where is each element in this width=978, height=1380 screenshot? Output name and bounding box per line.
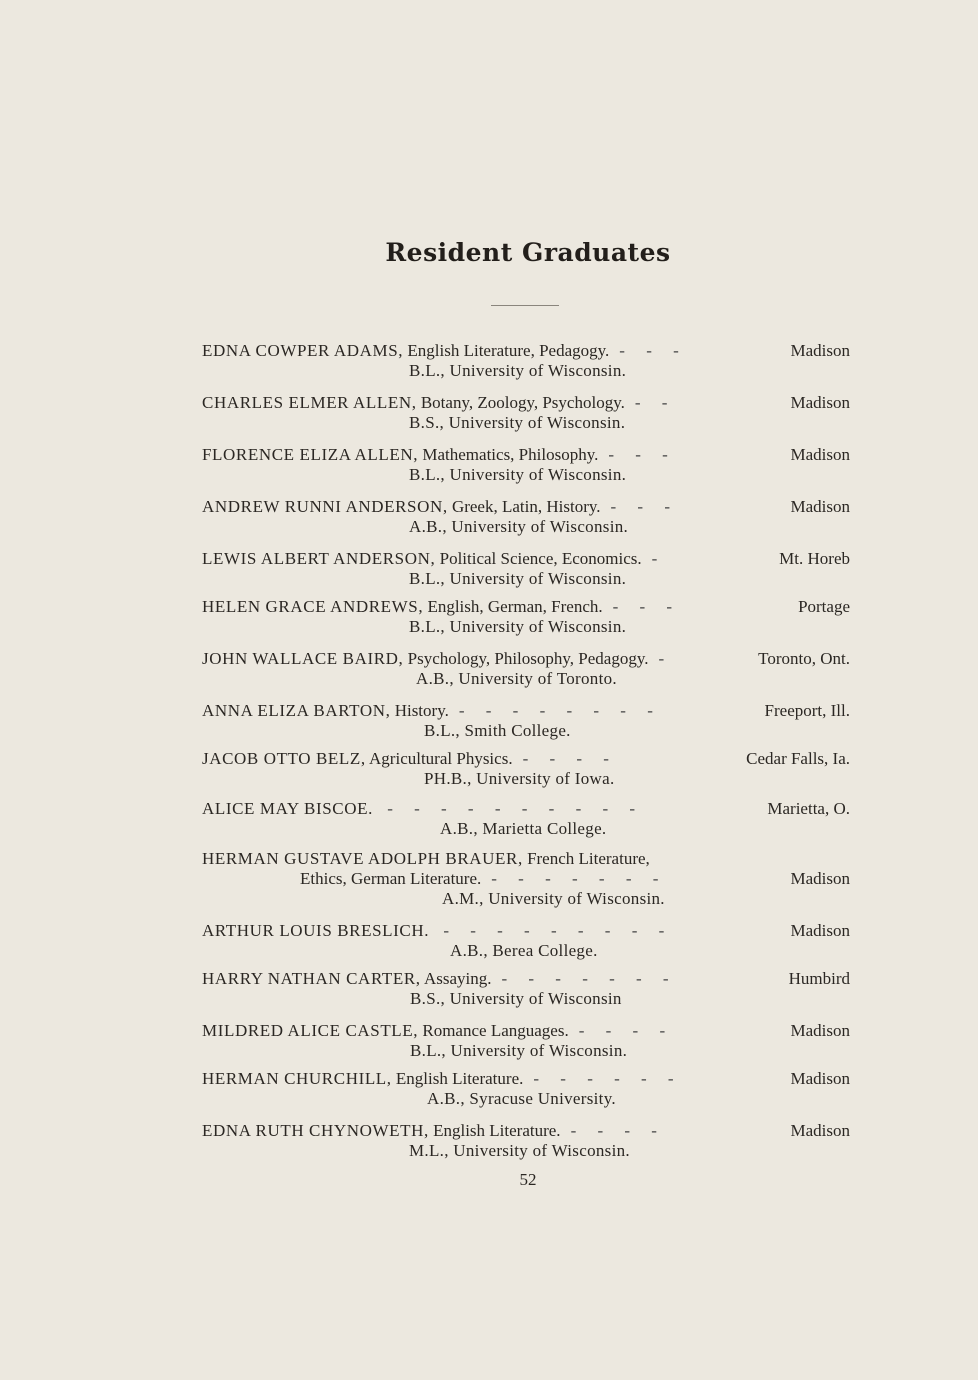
entry-first-line bbox=[202, 1121, 850, 1141]
graduate-residence: Marietta, O. bbox=[767, 799, 850, 818]
graduate-subjects: Agricultural Physics. bbox=[369, 749, 513, 768]
graduate-residence: Madison bbox=[790, 445, 850, 464]
page-title: Resident Graduates bbox=[385, 238, 671, 267]
graduate-residence: Cedar Falls, Ia. bbox=[746, 749, 850, 768]
graduate-residence: Madison bbox=[790, 869, 850, 888]
graduate-degree: A.B., University of Wisconsin. bbox=[409, 517, 629, 536]
graduate-subjects: Political Science, Economics. bbox=[439, 549, 642, 568]
dot-leader: - - - - - - bbox=[533, 1069, 674, 1088]
entry-first-line bbox=[202, 701, 850, 721]
graduate-entry bbox=[202, 1121, 850, 1161]
graduate-subjects: Botany, Zoology, Psychology. bbox=[420, 393, 625, 412]
entry-first-line bbox=[202, 1069, 850, 1089]
graduate-residence: Madison bbox=[790, 921, 850, 940]
graduate-entry bbox=[202, 969, 850, 1009]
graduate-degree: B.L., University of Wisconsin. bbox=[410, 1041, 628, 1060]
dot-leader: - - - - bbox=[578, 1021, 666, 1040]
graduate-entry bbox=[202, 445, 850, 485]
page-number: 52 bbox=[519, 1170, 537, 1189]
graduate-subjects: English, German, French. bbox=[427, 597, 603, 616]
graduate-degree: B.L., University of Wisconsin. bbox=[409, 361, 627, 380]
graduate-subjects: English Literature. bbox=[433, 1121, 561, 1140]
graduate-residence: Humbird bbox=[788, 969, 850, 988]
dot-leader: - - - bbox=[619, 341, 679, 360]
graduate-name: HERMAN GUSTAVE ADOLPH BRAUER, bbox=[202, 849, 523, 868]
dot-leader: - - - bbox=[610, 497, 670, 516]
entry-first-line bbox=[202, 445, 850, 465]
graduate-name: ANNA ELIZA BARTON, bbox=[202, 701, 391, 720]
graduate-residence: Madison bbox=[790, 1121, 850, 1140]
graduate-subjects: History. bbox=[394, 701, 449, 720]
entry-first-line bbox=[202, 341, 850, 361]
graduate-name: CHARLES ELMER ALLEN, bbox=[202, 393, 417, 412]
dot-leader: - - - - - - - - - - bbox=[387, 799, 636, 818]
graduate-degree: A.B., Marietta College. bbox=[440, 819, 607, 838]
graduate-subjects: Psychology, Philosophy, Pedagogy. bbox=[407, 649, 649, 668]
graduate-entry bbox=[202, 1069, 850, 1109]
graduate-residence: Madison bbox=[790, 393, 850, 412]
graduate-list bbox=[202, 341, 850, 1161]
graduate-name: JOHN WALLACE BAIRD, bbox=[202, 649, 404, 668]
entry-first-line bbox=[202, 1021, 850, 1041]
graduate-subjects: Mathematics, Philosophy. bbox=[422, 445, 599, 464]
graduate-name: EDNA COWPER ADAMS, bbox=[202, 341, 404, 360]
entry-first-line bbox=[202, 549, 850, 569]
graduate-name: EDNA RUTH CHYNOWETH, bbox=[202, 1121, 429, 1140]
entry-first-line bbox=[202, 597, 850, 617]
dot-leader: - - - - bbox=[570, 1121, 657, 1140]
graduate-name: HERMAN CHURCHILL, bbox=[202, 1069, 392, 1088]
graduate-subjects-continued: Ethics, German Literature. bbox=[300, 869, 482, 888]
graduate-name: LEWIS ALBERT ANDERSON, bbox=[202, 549, 436, 568]
graduate-residence: Freeport, Ill. bbox=[764, 701, 850, 720]
graduate-entry bbox=[202, 701, 850, 741]
graduate-residence: Madison bbox=[790, 1021, 850, 1040]
entry-continuation-line bbox=[202, 869, 850, 889]
graduate-degree: PH.B., University of Iowa. bbox=[424, 769, 615, 788]
dot-leader: - bbox=[651, 549, 658, 568]
graduate-subjects: French Literature, bbox=[527, 849, 650, 868]
graduate-residence: Madison bbox=[790, 497, 850, 516]
graduate-entry bbox=[202, 549, 850, 589]
graduate-degree: B.S., University of Wisconsin. bbox=[409, 413, 626, 432]
dot-leader: - bbox=[658, 649, 665, 668]
graduate-entry bbox=[202, 649, 850, 689]
title-rule bbox=[491, 305, 559, 306]
entry-first-line bbox=[202, 799, 850, 819]
dot-leader: - - - - - - - - bbox=[458, 701, 653, 720]
graduate-entry bbox=[202, 393, 850, 433]
graduate-name: HELEN GRACE ANDREWS, bbox=[202, 597, 424, 616]
entry-first-line bbox=[202, 749, 850, 769]
graduate-degree: A.M., University of Wisconsin. bbox=[442, 889, 665, 908]
dot-leader: - - - - - - - - - bbox=[443, 921, 665, 940]
graduate-subjects: English Literature, Pedagogy. bbox=[407, 341, 610, 360]
graduate-entry bbox=[202, 921, 850, 961]
entry-first-line bbox=[202, 649, 850, 669]
graduate-name: FLORENCE ELIZA ALLEN, bbox=[202, 445, 419, 464]
entry-first-line bbox=[202, 849, 850, 869]
graduate-residence: Madison bbox=[790, 341, 850, 360]
graduate-entry bbox=[202, 341, 850, 381]
graduate-name: ALICE MAY BISCOE. bbox=[202, 799, 373, 818]
graduate-subjects: Assaying. bbox=[423, 969, 492, 988]
entry-first-line bbox=[202, 497, 850, 517]
graduate-subjects: English Literature. bbox=[395, 1069, 524, 1088]
graduate-residence: Madison bbox=[790, 1069, 850, 1088]
graduate-name: ANDREW RUNNI ANDERSON, bbox=[202, 497, 448, 516]
graduate-entry bbox=[202, 497, 850, 537]
graduate-degree: B.L., University of Wisconsin. bbox=[409, 465, 627, 484]
graduate-degree: M.L., University of Wisconsin. bbox=[409, 1141, 630, 1160]
graduate-degree: B.L., Smith College. bbox=[424, 721, 571, 740]
graduate-entry bbox=[202, 849, 850, 909]
dot-leader: - - - bbox=[608, 445, 668, 464]
graduate-degree: A.B., Syracuse University. bbox=[427, 1089, 616, 1108]
graduate-degree: A.B., University of Toronto. bbox=[416, 669, 617, 688]
graduate-subjects: Greek, Latin, History. bbox=[451, 497, 601, 516]
graduate-entry bbox=[202, 749, 850, 789]
graduate-subjects: Romance Languages. bbox=[422, 1021, 569, 1040]
entry-first-line bbox=[202, 393, 850, 413]
dot-leader: - - - bbox=[612, 597, 673, 616]
entry-first-line bbox=[202, 921, 850, 941]
graduate-entry bbox=[202, 1021, 850, 1061]
graduate-residence: Portage bbox=[798, 597, 850, 616]
graduate-degree: B.L., University of Wisconsin. bbox=[409, 569, 627, 588]
entry-first-line bbox=[202, 969, 850, 989]
graduate-name: JACOB OTTO BELZ, bbox=[202, 749, 366, 768]
graduate-entry bbox=[202, 597, 850, 637]
graduate-entry bbox=[202, 799, 850, 839]
graduate-degree: A.B., Berea College. bbox=[450, 941, 598, 960]
dot-leader: - - - - - - - bbox=[501, 969, 669, 988]
dot-leader: - - - - bbox=[522, 749, 609, 768]
dot-leader: - - bbox=[634, 393, 668, 412]
graduate-degree: B.S., University of Wisconsin bbox=[410, 989, 622, 1008]
graduate-degree: B.L., University of Wisconsin. bbox=[409, 617, 627, 636]
graduate-residence: Toronto, Ont. bbox=[758, 649, 850, 668]
graduate-residence: Mt. Horeb bbox=[779, 549, 850, 568]
graduate-name: MILDRED ALICE CASTLE, bbox=[202, 1021, 419, 1040]
dot-leader: - - - - - - - bbox=[491, 869, 659, 888]
graduate-name: HARRY NATHAN CARTER, bbox=[202, 969, 421, 988]
graduate-name: ARTHUR LOUIS BRESLICH. bbox=[202, 921, 430, 940]
